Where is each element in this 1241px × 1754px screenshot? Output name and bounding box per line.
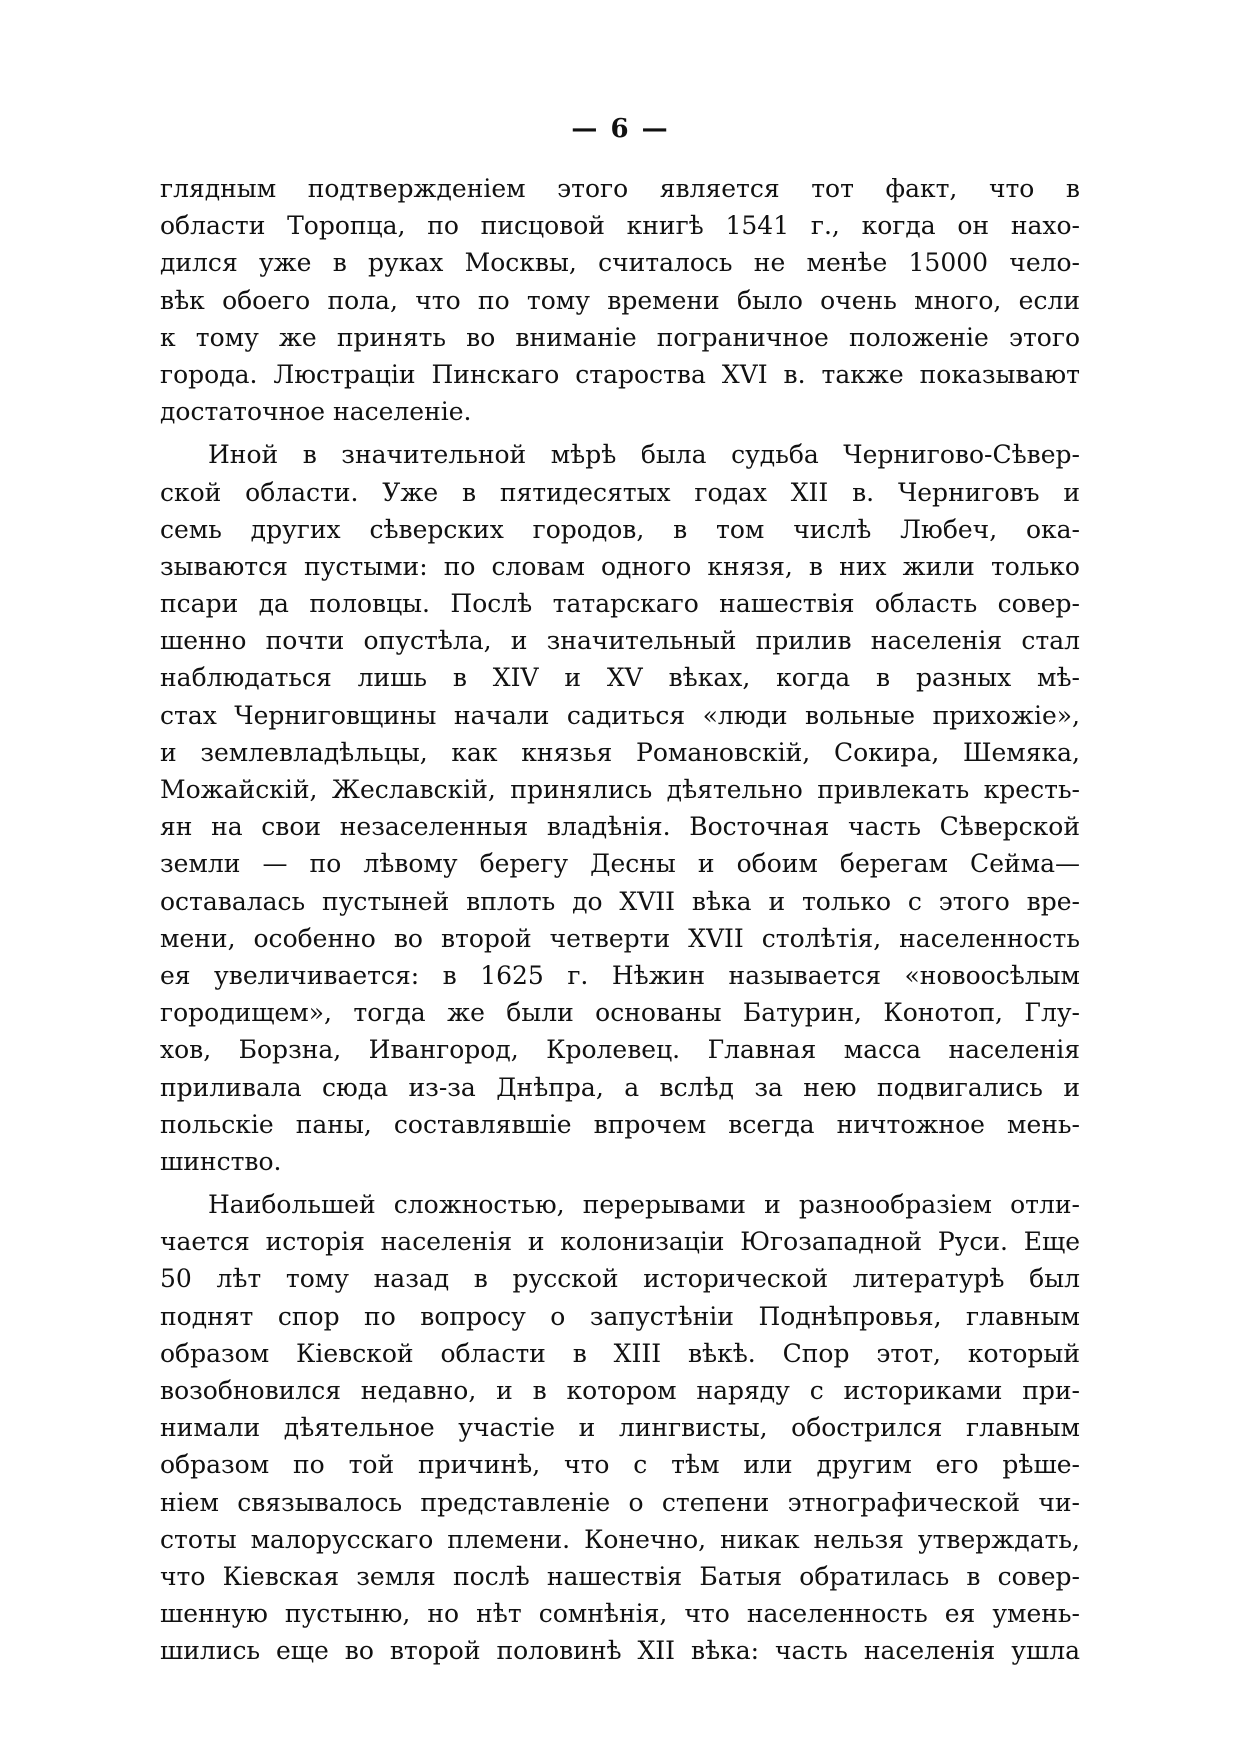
text-line: дился уже в руках Москвы, считалось не менѣе 15000 чело- bbox=[160, 248, 1080, 278]
text-line: достаточное населеніе. bbox=[160, 397, 472, 427]
text-line: к тому же принять во вниманіе пограничное положеніе этого bbox=[160, 322, 1080, 352]
text-line: мени, особенно во второй четверти XVII столѣтія, населенность bbox=[160, 923, 1080, 953]
text-line: Иной в значительной мѣрѣ была судьба Черниговo-Сѣвер- bbox=[208, 440, 1080, 470]
text-line: польскіе паны, составлявшіе впрочем всегда ничтожное мень- bbox=[160, 1109, 1080, 1139]
text-line: глядным подтвержденіем этого является тот факт, что в bbox=[160, 174, 1080, 203]
paragraph bbox=[160, 436, 1080, 1180]
text-line: ской области. Уже в пятидесятых годах XII в. Черниговъ и bbox=[160, 477, 1080, 507]
text-line: шились еще во второй половинѣ XII вѣка: часть населенія ушла bbox=[160, 1636, 1080, 1666]
text-line: шинство. bbox=[160, 1146, 282, 1176]
text-line: вѣк обоего пола, что по тому времени было очень много, если bbox=[160, 285, 1080, 315]
text-line: и землевладѣльцы, как князья Романовскій, Сокира, Шемяка, bbox=[160, 737, 1080, 767]
text-line: что Кіевская земля послѣ нашествія Батыя обратилась в совер- bbox=[160, 1561, 1080, 1591]
text-line: земли — по лѣвому берегу Десны и обоим берегам Сейма— bbox=[160, 849, 1080, 879]
text-line: образом по той причинѣ, что с тѣм или другим его рѣше- bbox=[160, 1450, 1080, 1480]
text-line: 50 лѣт тому назад в русской исторической литературѣ был bbox=[160, 1264, 1080, 1294]
paragraph bbox=[160, 170, 1080, 430]
text-line: ян на свои незаселенныя владѣнія. Восточная часть Сѣверской bbox=[160, 812, 1080, 842]
text-line: приливала сюда из-за Днѣпра, а вслѣд за нею подвигались и bbox=[160, 1072, 1080, 1102]
text-line: стоты малорусскаго племени. Конечно, никак нельзя утверждать, bbox=[160, 1524, 1080, 1554]
paragraph bbox=[160, 1186, 1080, 1669]
text-line: шенно почти опустѣла, и значительный прилив населенія стал bbox=[160, 626, 1080, 656]
text-line: поднят спор по вопросу о запустѣніи Поднѣпровья, главным bbox=[160, 1301, 1080, 1331]
text-line: шенную пустыню, но нѣт сомнѣнія, что населенность ея умень- bbox=[160, 1599, 1080, 1629]
text-line: зываются пустыми: по словам одного князя, в них жили только bbox=[160, 551, 1080, 581]
text-line: нимали дѣятельное участіе и лингвисты, обострился главным bbox=[160, 1413, 1080, 1443]
text-line: псари да половцы. Послѣ татарскаго нашествія область совер- bbox=[160, 589, 1080, 619]
page-number: — 6 — bbox=[571, 114, 670, 144]
text-line: оставалась пустыней вплоть до XVII вѣка и только с этого вре- bbox=[160, 886, 1080, 916]
text-line: области Торопца, по писцовой книгѣ 1541 г., когда он нахо- bbox=[160, 211, 1080, 241]
body-text bbox=[160, 170, 1080, 1670]
text-line: чается исторія населенія и колонизаціи Югозападной Руси. Еще bbox=[160, 1227, 1080, 1257]
text-line: Наибольшей сложностью, перерывами и разнообразіем отли- bbox=[208, 1190, 1080, 1220]
text-line: хов, Борзна, Ивангород, Кролевец. Главная масса населенія bbox=[160, 1035, 1080, 1065]
text-line: образом Кіевской области в XIII вѣкѣ. Спор этот, который bbox=[160, 1338, 1080, 1368]
text-line: городищем», тогда же были основаны Батурин, Конотоп, Глу- bbox=[160, 998, 1080, 1028]
text-line: Можайскій, Жеславскій, принялись дѣятельно привлекать кресть- bbox=[160, 775, 1080, 804]
text-line: ніем связывалось представленіе о степени этнографической чи- bbox=[160, 1487, 1080, 1517]
text-line: семь других сѣверских городов, в том числѣ Любеч, ока- bbox=[160, 514, 1080, 544]
text-line: ея увеличивается: в 1625 г. Нѣжин называется «новоосѣлым bbox=[160, 960, 1080, 990]
text-line: наблюдаться лишь в XIV и XV вѣках, когда в разных мѣ- bbox=[160, 663, 1080, 693]
text-line: города. Люстраціи Пинскаго староства XVI в. также показывают bbox=[160, 359, 1080, 389]
text-line: возобновился недавно, и в котором наряду с историками при- bbox=[160, 1376, 1080, 1405]
text-line: стах Черниговщины начали садиться «люди вольные прихожіе», bbox=[160, 700, 1080, 730]
